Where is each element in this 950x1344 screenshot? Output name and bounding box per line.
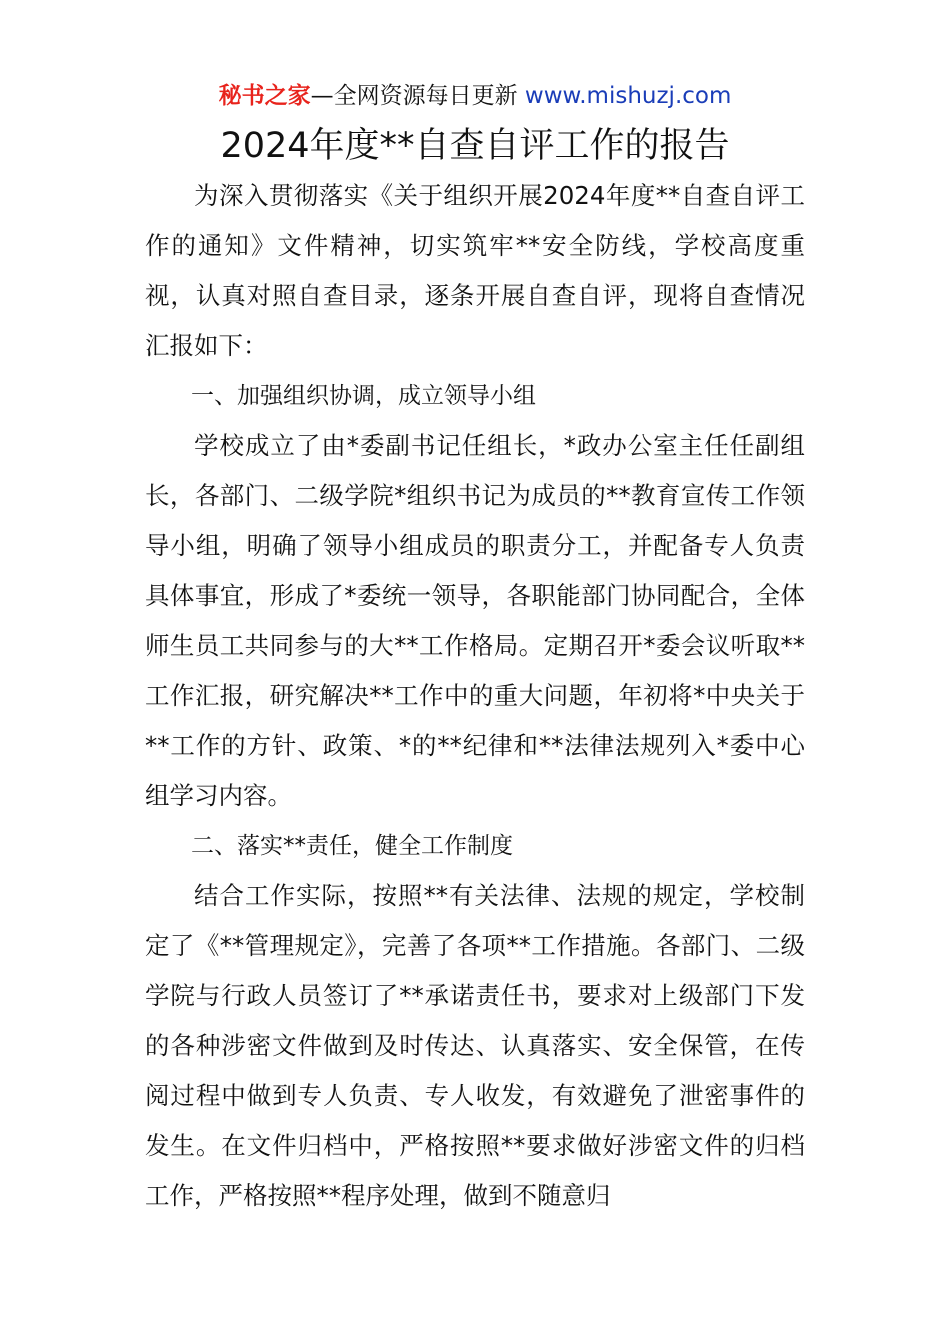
header-tagline: —全网资源每日更新 [310, 83, 518, 109]
brand-name: 秘书之家 [218, 83, 311, 109]
document-title: 2024年度**自查自评工作的报告 [220, 126, 730, 166]
intro-paragraph: 为深入贯彻落实《关于组织开展2024年度**自查自评工作的通知》文件精神，切实筑牢**安全防线，学校高度重视，认真对照自查目录，逐条开展自查自评，现将自查情况汇报如下： [145, 181, 805, 360]
section-heading-2: 二、落实**责任，健全工作制度 [191, 833, 513, 859]
section-2-paragraph: 结合工作实际，按照**有关法律、法规的规定，学校制定了《**管理规定》，完善了各项**工作措施。各部门、二级学院与行政人员签订了**承诺责任书，要求对上级部门下发的各种涉密文件做到及时传达、认真落实、安全保管，在传阅过程中做到专人负责、专人收发，有效避免了泄密事件的发生。在文件归档中，严格按照**要求做好涉密文件的归档工作，严格按照**程序处理，做到不随意归 [145, 881, 805, 1210]
section-1-paragraph: 学校成立了由*委副书记任组长，*政办公室主任任副组长，各部门、二级学院*组织书记为成员的**教育宣传工作领导小组，明确了领导小组成员的职责分工，并配备专人负责具体事宜，形成了*委统一领导，各职能部门协同配合，全体师生员工共同参与的大**工作格局。定期召开*委会议听取**工作汇报，研究解决**工作中的重大问题，年初将*中央关于**工作的方针、政策、*的**纪律和**法律法规列入*委中心组学习内容。 [145, 431, 805, 810]
document-body [145, 171, 805, 1221]
site-header [0, 80, 950, 112]
section-heading-1: 一、加强组织协调，成立领导小组 [191, 383, 536, 409]
site-url-link[interactable]: www.mishuzj.com [524, 83, 732, 109]
